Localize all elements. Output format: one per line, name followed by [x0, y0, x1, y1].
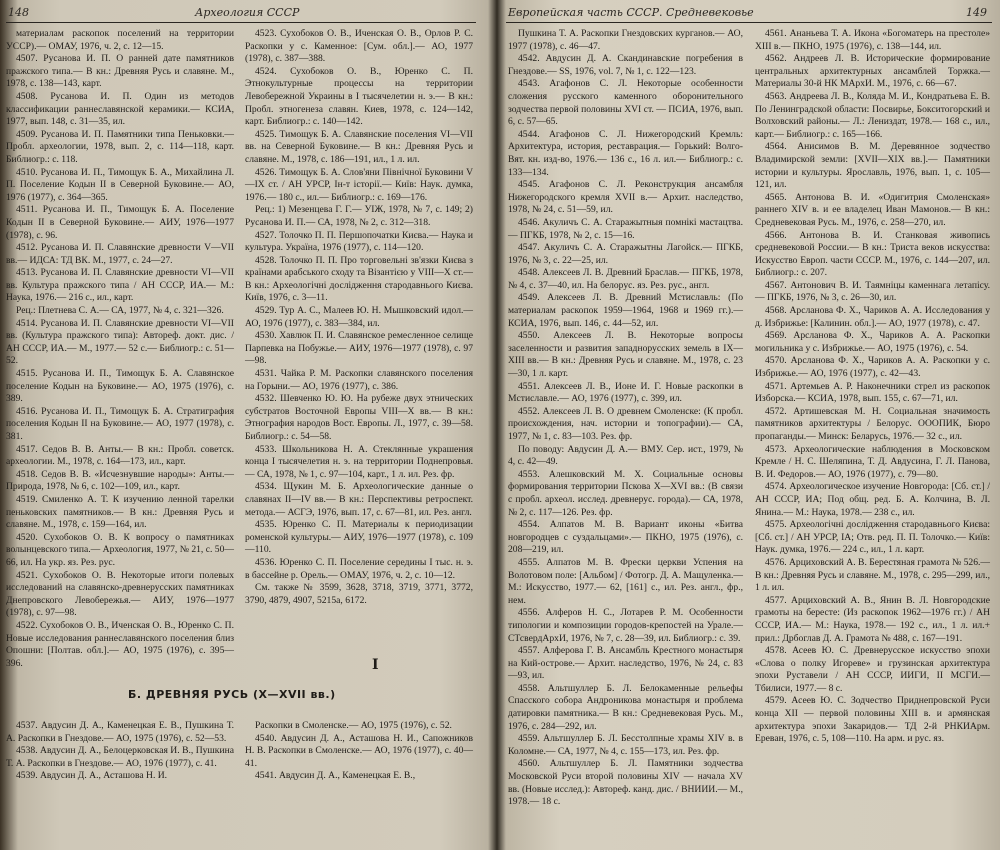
bibliography-entry: 4578. Асеев Ю. С. Древнерусское искусство эпохи «Слова о полку Игореве» и грузинская архитектура эпохи Руставели / АН СССР, ИИГИ, II МСГИ.— Тбилиси, 1977.— 8 с. — [755, 645, 990, 694]
bibliography-entry: 4538. Авдусин Д. А., Белоцерковская И. В., Пушкина Т. А. Раскопки в Гнездове.— АО, 1976 (1977), с. 41. — [6, 745, 234, 769]
bibliography-entry: 4537. Авдусин Д. А., Каменецкая Е. В., Пушкина Т. А. Раскопки в Гнездове.— АО, 1975 (1976), с. 52—53. — [6, 720, 234, 744]
bibliography-entry: 4573. Археологические наблюдения в Московском Кремле / Н. С. Шеляпина, Т. Д. Авдусина, Г. Л. Панова, В. И. Федоров.— АО, 1976 (1977), с. 79—80. — [755, 443, 990, 480]
bibliography-entry: Пушкина Т. А. Раскопки Гнездовских курганов.— АО, 1977 (1978), с. 46—47. — [508, 28, 743, 52]
bibliography-entry: 4555. Алпатов М. В. Фрески церкви Успения на Волотовом поле: [Альбом] / Фотогр. Д. А. Мащуленка.— М.: Искусство, 1977.— 62, [161] с., ил. Рез. англ., фр., нем. — [508, 556, 743, 606]
left-column-2 — [245, 28, 473, 607]
bibliography-entry: 4516. Русанова И. П., Тимощук Б. А. Стратиграфия поселения Кодын II на Буковине.— АО, 1977 (1978), с. 381. — [6, 405, 234, 442]
bibliography-entry: 4510. Русанова И. П., Тимощук Б. А., Михайлина Л. П. Поселение Кодын II в Северной Буковине.— АО, 1976 (1977), с. 364—365. — [6, 166, 234, 203]
bibliography-entry: 4579. Асеев Ю. С. Зодчество Приднепровской Руси конца XII — первой половины XIII в. и армянская архитектура эпохи Закаридов.— ТД 2-й РНКИАрм. Ереван, 1976, с. 5, 108—110. На арм. и рус. яз. — [755, 695, 990, 745]
bibliography-entry: 4543. Агафонов С. Л. Некоторые особенности сложения русского каменного оборонительного зодчества первой половины XVI ст. — ПСИА, 1976, вып. 6, с. 57—65. — [508, 78, 743, 128]
bibliography-entry: 4533. Школьникова Н. А. Стеклянные украшения конца I тысячелетия н. э. на территории Поднепровья.— СА, 1978, № 1, с. 97—104, карт., 1 л. ил. Рез. фр. — [245, 443, 473, 480]
bibliography-entry: 4548. Алексеев Л. В. Древний Браслав.— ПГКБ, 1978, № 4, с. 37—40, ил. На белорус. яз. Рез. рус., англ. — [508, 267, 743, 291]
bibliography-entry: 4557. Алферова Г. В. Ансамбль Крестного монастыря на Кий-острове.— Архит. наследство, 1976, № 24, с. 83—93, ил. — [508, 645, 743, 682]
bibliography-entry: 4529. Тур А. С., Малеев Ю. Н. Мышковский идол.— АО, 1976 (1977), с. 383—384, ил. — [245, 305, 473, 329]
bibliography-entry: 4530. Хавлюк П. И. Славянское ремесленное селище Парпевка на Побужье.— АИУ, 1976—1977 (1978), с. 97—98. — [245, 330, 473, 367]
right-running-head: Европейская часть СССР. Средневековье — [508, 6, 754, 19]
bibliography-entry: 4532. Шевченко Ю. Ю. На рубеже двух этнических субстратов Восточной Европы VIII—X вв.— В кн.: Этнография народов Вост. Европы. Л., 1977, с. 39—58. Библиогр.: с. 54—58. — [245, 393, 473, 442]
bibliography-entry: 4577. Арциховский А. В., Янин В. Л. Новгородские грамоты на бересте: (Из раскопок 1962—1976 гг.) / АН СССР, ИА.— М.: Наука, 1978.— 192 с., ил., 1 л. ил.+ прил.: Дрбоглав Д. А. Грамота № 488, с. 167—191. — [755, 594, 990, 644]
right-column-2 — [755, 28, 990, 746]
bibliography-entry: 4544. Агафонов С. Л. Нижегородский Кремль: Архитектура, история, реставрация.— Горький: Волго-Вят. кн. изд-во, 1976.— 136 с., 16 л. ил.— Библиогр.: с. 133—134. — [508, 128, 743, 178]
bibliography-entry: 4539. Авдусин Д. А., Асташова Н. И. — [16, 770, 168, 782]
left-page — [0, 0, 492, 850]
bibliography-entry: 4545. Агафонов С. Л. Реконструкция ансамбля Нижегородского кремля XVII в.— Архит. наследство, 1978, № 24, с. 51—59, ил. — [508, 179, 743, 216]
bibliography-entry: 4552. Алексеев Л. В. О древнем Смоленске: (К пробл. происхождения, нач. истории и топографии).— СА, 1977, № 1, с. 83—103. Рез. фр. — [508, 405, 743, 442]
bibliography-entry: 4514. Русанова И. П. Славянские древности VI—VII вв. (Культура пражского типа): Автореф. докт. дис. / АН СССР, ИА.— М., 1977.— 52 с.— Библиогр.: с. 51—52. — [6, 317, 234, 367]
bibliography-entry: 4542. Авдусин Д. А. Скандинавские погребения в Гнездове.— SS, 1976, vol. 7, № 1, с. 122—123. — [508, 53, 743, 77]
bibliography-entry: 4524. Сухобоков О. В., Юренко С. П. Этнокультурные процессы на территории Левобережной Украины в I тысячелетии н. э.— В кн.: Пробл. этногенеза славян. Киев, 1978, с. 124—142, карт. Библиогр.: с. 140—142. — [245, 65, 473, 128]
left-page-number: 148 — [8, 6, 29, 19]
left-running-head: Археология СССР — [195, 6, 300, 19]
bibliography-entry: 4527. Толочко П. П. Першопочатки Києва.— Наука и культура. Украïна, 1976 (1977), с. 114—120. — [245, 229, 473, 254]
bibliography-entry: 4570. Арсланова Ф. Х., Чариков А. А. Раскопки у с. Избрижье.— АО, 1976 (1977), с. 42—43. — [755, 355, 990, 380]
bibliography-entry: 4569. Арсланова Ф. Х., Чариков А. А. Раскопки могильника у с. Избрижье.— АО, 1975 (1976), с. 54. — [755, 330, 990, 354]
bibliography-entry: 4546. Акуличъ С. А. Старажытныя помнiкi мастацтва.— ПГКБ, 1978, № 2, с. 15—16. — [508, 216, 743, 241]
bibliography-entry: 4564. Анисимов В. М. Деревянное зодчество Владимирской земли: [XVII—XIX вв.].— Памятники истории и культуры. Ярославль, 1976, вып. 1, с. 105—121, ил. — [755, 141, 990, 191]
bibliography-entry: 4554. Алпатов М. В. Вариант иконы «Битва новгородцев с суздальцами».— ПКНО, 1975 (1976), с. 208—219, ил. — [508, 519, 743, 556]
bibliography-entry: 4515. Русанова И. П., Тимощук Б. А. Славянское поселение Кодын на Буковине.— АО, 1975 (1976), с. 389. — [6, 368, 234, 405]
bibliography-entry: 4520. Сухобоков О. В. К вопросу о памятниках волынцевского типа.— Археология, 1977, № 21, с. 50—66, ил. На укр. яз. Рез. рус. — [6, 531, 234, 568]
bibliography-entry: 4575. Археологiчнi дослiдження стародавнього Києва: [Сб. ст.] / АН УРСР, IА; Отв. ред. П. П. Толочко.— Київ: Наук. думка, 1976.— 224 с., ил., 1 л. карт. — [755, 519, 990, 556]
bibliography-entry: 4568. Арсланова Ф. Х., Чариков А. А. Исследования у д. Избрижье: [Калинин. обл.].— АО, 1977 (1978), с. 47. — [755, 305, 990, 329]
bibliography-entry: 4565. Антонова В. И. «Одигитрия Смоленская» раннего XIV в. и ее владелец Иван Мамонов.— В кн.: Средневековая Русь. М., 1976, с. 258—270, ил. — [755, 191, 990, 228]
bibliography-entry: 4549. Алексеев Л. В. Древний Мстиславль: (По материалам раскопок 1959—1964, 1968 и 1969 гг.).— КСИА, 1976, вып. 146, с. 44—52, ил. — [508, 292, 743, 329]
bibliography-entry: 4522. Сухобоков О. В., Иченская О. В., Юренко С. П. Новые исследования раннеславянского поселения близ Опошни: [Полтав. обл.].— АО, 1975 (1976), с. 395—396. — [6, 619, 234, 669]
bibliography-entry: 4550. Алексеев Л. В. Некоторые вопросы заселенности и развития западнорусских земель в IX—XIII вв.— В кн.: Древняя Русь и славяне. М., 1978, с. 23—30, 1 л. карт. — [508, 330, 743, 380]
bibliography-entry: 4536. Юренко С. П. Поселение середины I тыс. н. э. в бассейне р. Орель.— ОМАУ, 1976, ч. 2, с. 10—12. — [245, 556, 473, 581]
bibliography-entry: 4540. Авдусин Д. А., Асташова Н. И., Сапожников Н. В. Раскопки в Смоленске.— АО, 1976 (1977), с. 40—41. — [245, 732, 473, 769]
bibliography-entry: 4572. Артишевская М. Н. Социальная значимость памятников архитектуры / Белорус. ОООПИК, Бюро пропаганды.— Минск: Беларусь, 1976.— 32 с., ил. — [755, 405, 990, 442]
bibliography-entry: Рец.: Плетнева С. А.— СА, 1977, № 4, с. 321—326. — [16, 305, 224, 317]
bibliography-entry: 4556. Алферов Н. С., Лотарев Р. М. Особенности типологии и композиции городов-крепостей на Урале.— СТсвердАрхИ, 1976, № 7, с. 28—39, ил. Библиогр.: с. 39. — [508, 607, 743, 644]
section-heading: Б. ДРЕВНЯЯ РУСЬ (X—XVII вв.) — [128, 688, 336, 701]
bibliography-entry: материалам раскопок поселений на территории УССР).— ОМАУ, 1976, ч. 2, с. 12—15. — [6, 28, 234, 52]
bibliography-entry: 4553. Алешковский М. Х. Социальные основы формирования территории Пскова X—XVI вв.: (В связи с пробл. археол. исслед. древнерус. города).— СА, 1978, № 2, с. 117—126. Рез. фр. — [508, 468, 743, 518]
bibliography-entry: 4547. Акуличъ С. А. Старажытны Лагойск.— ПГКБ, 1976, № 3, с. 22—25, ил. — [508, 242, 743, 266]
bibliography-entry: Рец.: 1) Мезенцева Г. Г.— УIЖ, 1978, № 7, с. 149; 2) Русанова И. П.— СА, 1978, № 2, с. 312—318. — [245, 204, 473, 228]
bibliography-entry: 4571. Артемьев А. Р. Наконечники стрел из раскопок Изборска.— КСИА, 1978, вып. 155, с. 67—71, ил. — [755, 380, 990, 405]
bibliography-entry: 4574. Археологическое изучение Новгорода: [Сб. ст.] / АН СССР, ИА; Под общ. ред. Б. А. Колчина, В. Л. Янина.— М.: Наука, 1978.— 238 с., ил. — [755, 481, 990, 518]
bibliography-entry: 4521. Сухобоков О. В. Некоторые итоги полевых исследований на славянско-древнерусских памятниках Днепровского Левобережья.— АИУ, 1976—1977 (1978), с. 97—98. — [6, 569, 234, 619]
left-column-1 — [6, 28, 234, 670]
bibliography-entry: 4518. Седов В. В. «Исчезнувшие народы»: Анты.— Природа, 1978, № 6, с. 102—109, ил., карт. — [6, 468, 234, 493]
bibliography-entry: 4562. Андреев Л. В. Исторические формирование центральных архитектурных ансамблей Торжка.— Материалы 30-й НК МАрхИ. М., 1976, с. 66—67. — [755, 53, 990, 90]
bibliography-entry: 4534. Щукин М. Б. Археологические данные о славянах II—IV вв.— В кн.: Перспективы ретроспект. метода.— АСГЭ, 1976, вып. 17, с. 67—81, ил. Рез. англ. — [245, 481, 473, 518]
bibliography-entry: 4559. Альтшуллер Б. Л. Бесстолпные храмы XIV в. в Коломне.— СА, 1977, № 4, с. 155—173, ил. Рез. фр. — [508, 733, 743, 757]
bibliography-entry: 4507. Русанова И. П. О ранней дате памятников пражского типа.— В кн.: Древняя Русь и славяне. М., 1978, с. 138—143, карт. — [6, 53, 234, 90]
right-page-number: 149 — [966, 6, 987, 19]
bibliography-entry: 4535. Юренко С. П. Материалы к периодизации роменской культуры.— АИУ, 1976—1977 (1978), с. 109—110. — [245, 519, 473, 556]
bibliography-entry: 4525. Тимощук Б. А. Славянские поселения VI—VII вв. на Северной Буковине.— В кн.: Древняя Русь и славяне. М., 1978, с. 186—191, ил., 1 л. ил. — [245, 128, 473, 165]
bibliography-entry: См. также № 3599, 3628, 3718, 3719, 3771, 3772, 3790, 4879, 4907, 5215а, 6172. — [245, 582, 473, 606]
bibliography-entry: Раскопки в Смоленске.— АО, 1975 (1976), с. 52. — [255, 720, 452, 731]
bibliography-entry: 4512. Русанова И. П. Славянские древности V—VII вв.— ИДСА: ТД ВК. М., 1977, с. 24—27. — [6, 242, 234, 266]
bibliography-entry: 4526. Тимощук Б. А. Слов'яни Пiвнiчної Буковини V—IX ст. / АН УРСР, Iн-т iсторiї.— Київ: Наук. думка, 1976.— 180 с., ил.— Библиогр.: с. 169—176. — [245, 166, 473, 203]
right-head-rule — [506, 22, 992, 23]
bibliography-entry: 4509. Русанова И. П. Памятники типа Пеньковки.— Пробл. археологии, 1978, вып. 2, с. 114—118, карт. Библиогр.: с. 118. — [6, 128, 234, 165]
bibliography-entry: 4551. Алексеев Л. В., Ионе И. Г. Новые раскопки в Мстиславле.— АО, 1976 (1977), с. 399, ил. — [508, 380, 743, 405]
bibliography-entry: 4566. Антонова В. И. Станковая живопись средневековой России.— В кн.: Триста веков искусства: Искусство Европ. части СССР. М., 1976, с. 144—207, ил. Библиогр.: с. 207. — [755, 229, 990, 279]
bibliography-entry: 4519. Смиленко А. Т. К изучению ленной тарелки пеньковских памятников.— В кн.: Древняя Русь и славяне. М., 1978, с. 159—164, ил. — [6, 493, 234, 531]
left-bottom-column-1 — [6, 720, 234, 783]
bibliography-entry: По поводу: Авдусин Д. А.— ВМУ. Сер. ист., 1979, № 4, с. 42—49. — [508, 443, 743, 468]
bibliography-entry: 4541. Авдусин Д. А., Каменецкая Е. В., — [255, 770, 416, 782]
bibliography-entry: 4517. Седов В. В. Анты.— В кн.: Пробл. советск. археологии. М., 1978, с. 164—173, ил., карт. — [6, 443, 234, 468]
bibliography-entry: 4561. Ананьева Т. А. Икона «Богоматерь на престоле» XIII в.— ПКНО, 1975 (1976), с. 138—144, ил. — [755, 28, 990, 52]
left-bottom-column-2 — [245, 720, 473, 783]
bibliography-entry: 4558. Альтшуллер Б. Л. Белокаменные рельефы Спасского собора Андроникова монастыря и проблема датировки памятника.— В кн.: Средневековая Русь. М., 1976, с. 284—292, ил. — [508, 682, 743, 732]
bibliography-entry: 4528. Толочко П. П. Про торговельні зв'язки Києва з країнами арабського сходу та Візантією у VIII—X ст.— В кн.: Археологiчнi дослiдження стародавнього Києва. Київ, 1976, с. 3—11. — [245, 254, 473, 304]
bibliography-entry: 4511. Русанова И. П., Тимощук Б. А. Поселение Кодын II в Северной Буковине.— АИУ, 1976—1977 (1978), с. 96. — [6, 204, 234, 241]
bibliography-entry: 4531. Чайка Р. М. Раскопки славянского поселения на Горыни.— АО, 1976 (1977), с. 386. — [245, 368, 473, 392]
bibliography-entry: 4560. Альтшуллер Б. Л. Памятники зодчества Московской Руси второй половины XIV — начала XV вв. (Новые исслед.): Автореф. канд. дис. / ВНИИИ.— М., 1978.— 18 с. — [508, 758, 743, 808]
left-head-rule — [6, 22, 476, 23]
right-page — [500, 0, 1000, 850]
right-column-1 — [508, 28, 743, 809]
bibliography-entry: 4513. Русанова И. П. Славянские древности VI—VII вв. Культура пражского типа / АН СССР, ИА.— М.: Наука, 1976.— 216 с., ил., карт. — [6, 267, 234, 304]
section-mark: I — [372, 657, 379, 673]
bibliography-entry: 4567. Антонович В. И. Таямнiцы каменнага летапiсу.— ПГКБ, 1976, № 3, с. 26—30, ил. — [755, 279, 990, 304]
bibliography-entry: 4508. Русанова И. П. Один из методов классификации раннеславянской керамики.— КСИА, 1977, вып. 148, с. 31—35, ил. — [6, 90, 234, 128]
bibliography-entry: 4563. Андреева Л. В., Коляда М. И., Кондратьева Е. В. По Ленинградской области: Посвирье, Бокситогорский и Волховский районы.— Л.: Лениздат, 1978.— 168 с., ил., карт.— Библиогр.: с. 165—166. — [755, 90, 990, 140]
bibliography-entry: 4576. Арциховский А. В. Берестяная грамота № 526.— В кн.: Древняя Русь и славяне. М., 1978, с. 295—299, ил., 1 л. ил. — [755, 556, 990, 594]
bibliography-entry: 4523. Сухобоков О. В., Иченская О. В., Орлов Р. С. Раскопки у с. Каменное: [Сум. обл.].— АО, 1977 (1978), с. 387—388. — [245, 28, 473, 65]
